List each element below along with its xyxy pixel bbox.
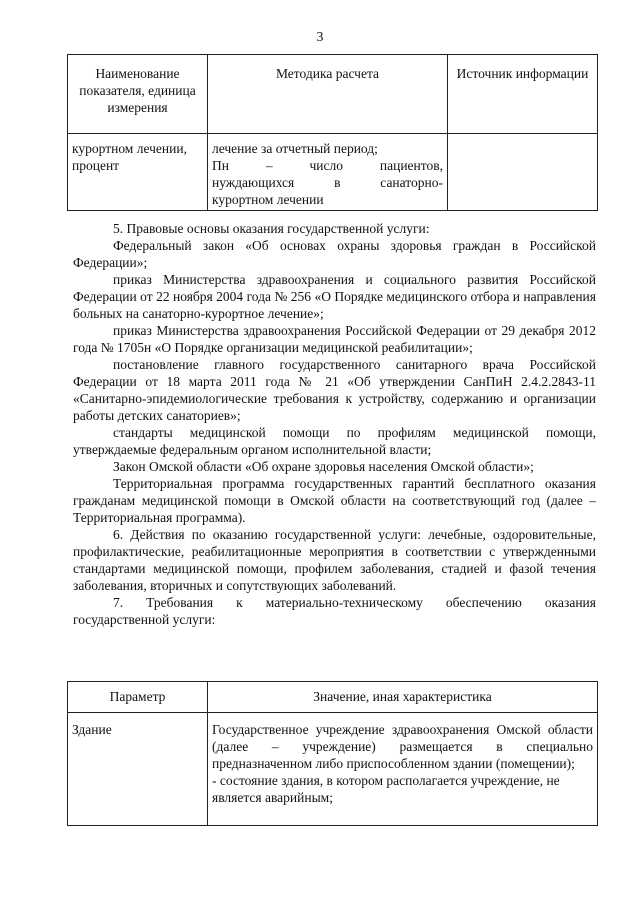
paragraph: стандарты медицинской помощи по профилям медицинской помощи, утверждаемые федеральным органом исполнительной власти; [73,425,596,457]
paragraph: приказ Министерства здравоохранения Российской Федерации от 29 декабря 2012 года № 1705н «О Порядке организации медицинской реабилитации»; [73,323,596,355]
header-parameter: Параметр [68,682,208,713]
calculation-method-table [67,54,598,211]
method-line: лечение за отчетный период; [212,141,378,156]
header-value: Значение, иная характеристика [208,682,598,713]
cell-method [208,134,448,211]
paragraph: постановление главного государственного санитарного врача Российской Федерации от 18 марта 2011 года № 21 «Об утверждении СанПиН 2.4.2.2843-11 «Санитарно-эпидемиологические требования к устройству, содержанию и организации работы детских санаториев»; [73,357,596,423]
table-header-row [68,55,598,134]
cell-indicator: курортном лечении, процент [68,134,208,211]
paragraph: приказ Министерства здравоохранения и социального развития Российской Федерации от 22 ноября 2004 года № 256 «О Порядке медицинского отбора и направления больных на санаторно-курортное лечение»; [73,272,596,321]
header-indicator-name: Наименование показателя, единица измерения [68,55,208,134]
header-information-source: Источник информации [448,55,598,134]
value-line: - состояние здания, в котором располагается учреждение, не является аварийным; [212,773,560,805]
value-line: Государственное учреждение здравоохранения Омской области (далее – учреждение) размещается в специально предназначенном либо приспособленном здании (помещении); [212,722,593,771]
paragraph: Закон Омской области «Об охране здоровья населения Омской области»; [113,459,534,474]
page-number: 3 [316,29,324,44]
table-header-row [68,682,598,713]
method-line: Пн – число пациентов, [212,158,443,173]
cell-parameter: Здание [68,713,208,826]
requirements-table [67,681,598,826]
paragraph: Территориальная программа государственных гарантий бесплатного оказания гражданам медицинской помощи в Омской области на соответствующий год (далее – Территориальная программа). [73,476,596,525]
cell-value [208,713,598,826]
header-calculation-method: Методика расчета [208,55,448,134]
table-row [68,713,598,826]
method-line: курортном лечении [212,192,324,207]
paragraph: Федеральный закон «Об основах охраны здоровья граждан в Российской Федерации»; [73,238,596,270]
section-6-paragraph: 6. Действия по оказанию государственной услуги: лечебные, оздоровительные, профилактические, реабилитационные мероприятия в соответствии с утвержденными стандартами медицинской помощи, профилем заболевания, стадией и фазой течения заболевания, вторичных и сопутствующих заболеваний. [73,527,596,593]
method-line: нуждающихся в санаторно- [212,175,443,190]
table-row [68,134,598,211]
section-5-heading: 5. Правовые основы оказания государственной услуги: [113,221,430,236]
cell-source [448,134,598,211]
document-body [73,220,596,628]
section-7-heading: 7. Требования к материально-техническому обеспечению оказания государственной услуги: [73,595,596,627]
